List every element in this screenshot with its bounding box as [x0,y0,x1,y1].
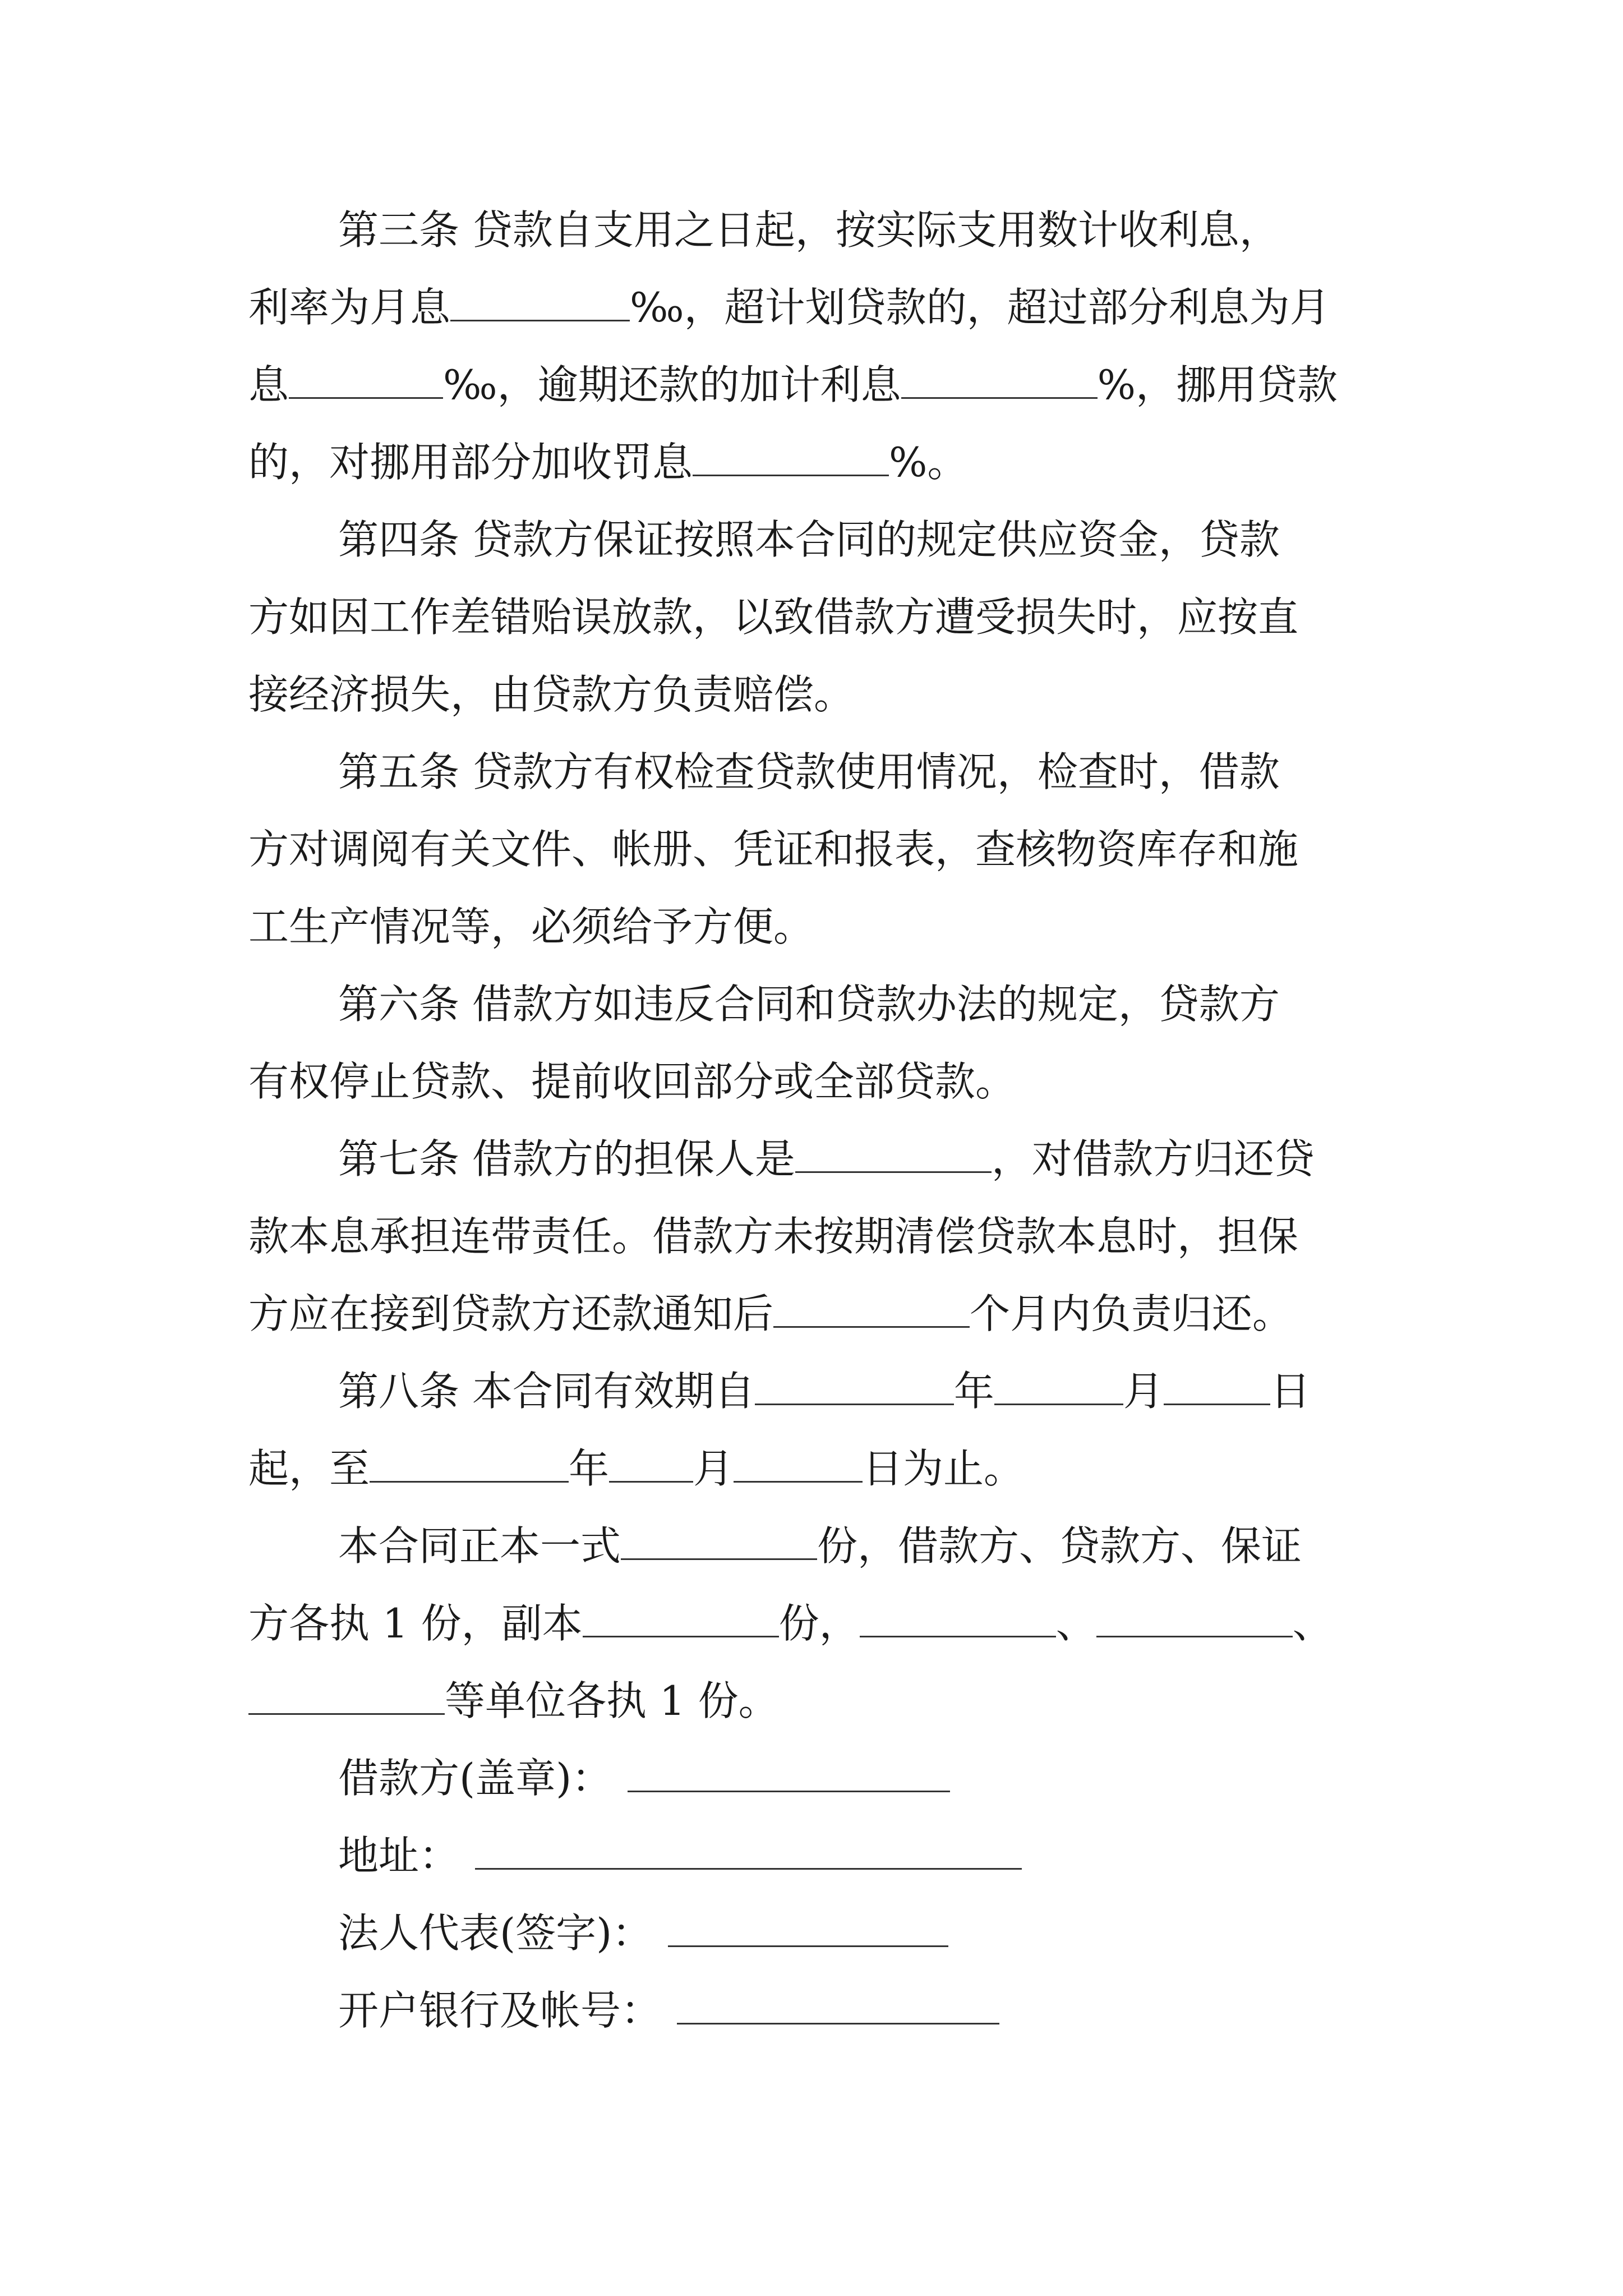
article-7-line-1: 第七条 借款方的担保人是 ，对借款方归还贷 [338,1135,1315,1182]
bank-account-label: 开户银行及帐号： [338,1987,662,2034]
article-3-line-4: 的，对挪用部分加收罚息 %。 [248,439,968,486]
article-3-line-2: 利率为月息 ‰，超计划贷款的，超过部分利息为月 [248,284,1330,331]
unit-3-blank[interactable] [248,1678,445,1715]
article-3-line-1: 第三条 贷款自支用之日起，按实际支用数计收利息， [338,206,1280,254]
article-5-line-3: 工生产情况等，必须给予方便。 [248,903,814,950]
article-6-line-1: 第六条 借款方如违反合同和贷款办法的规定，贷款方 [338,981,1280,1028]
article-8-line-1: 第八条 本合同有效期自 年 月 日 [338,1368,1311,1415]
guarantor-blank[interactable] [795,1137,992,1173]
article-4-line-1: 第四条 贷款方保证按照本合同的规定供应资金，贷款 [338,516,1280,563]
duplicate-copies-blank[interactable] [583,1601,779,1637]
bank-account-field[interactable] [677,1989,999,2024]
borrower-seal-row [338,1756,950,1801]
borrower-seal-field[interactable] [628,1757,950,1792]
article-5-line-1: 第五条 贷款方有权检查贷款使用情况，检查时，借款 [338,748,1280,795]
article-7-line-3: 方应在接到贷款方还款通知后 个月内负责归还。 [248,1290,1293,1337]
copies-line-1: 本合同正本一式 份，借款方、贷款方、保证 [338,1522,1302,1570]
start-day-blank[interactable] [1164,1369,1270,1405]
repay-months-blank[interactable] [773,1291,970,1328]
overdue-rate-blank[interactable] [901,362,1098,399]
article-6-line-2: 有权停止贷款、提前收回部分或全部贷款。 [248,1058,1016,1105]
article-5-line-2: 方对调阅有关文件、帐册、凭证和报表，查核物资库存和施 [248,826,1299,873]
address-field[interactable] [475,1834,1022,1870]
start-year-blank[interactable] [755,1369,954,1405]
end-day-blank[interactable] [734,1446,863,1483]
article-7-line-2: 款本息承担连带责任。借款方未按期清偿贷款本息时，担保 [248,1213,1299,1260]
copies-line-2: 方各执 1 份，副本 份， 、 、 [248,1600,1333,1647]
start-month-blank[interactable] [994,1369,1123,1405]
penalty-rate-blank[interactable] [693,440,889,476]
unit-2-blank[interactable] [1096,1601,1293,1637]
address-row [338,1833,1022,1878]
end-month-blank[interactable] [609,1446,693,1483]
address-label: 地址： [338,1832,460,1879]
article-3-line-3: 息 ‰，逾期还款的加计利息 %，挪用贷款 [248,361,1338,408]
bank-account-row [338,1988,999,2033]
legal-rep-field[interactable] [668,1912,948,1947]
original-copies-blank[interactable] [621,1524,817,1560]
monthly-rate-blank[interactable] [450,285,630,321]
legal-rep-label: 法人代表(签字)： [338,1910,653,1957]
copies-line-3: 等单位各执 1 份。 [248,1678,779,1723]
legal-rep-row [338,1911,948,1955]
borrower-seal-label: 借款方(盖章)： [338,1755,612,1802]
article-4-line-3: 接经济损失，由贷款方负责赔偿。 [248,671,855,718]
unit-1-blank[interactable] [860,1601,1056,1637]
end-year-blank[interactable] [370,1446,569,1483]
article-4-line-2: 方如因工作差错贻误放款，以致借款方遭受损失时，应按直 [248,593,1299,641]
article-8-line-2: 起，至 年 月 日为止。 [248,1445,1025,1492]
over-plan-rate-blank[interactable] [289,362,443,399]
